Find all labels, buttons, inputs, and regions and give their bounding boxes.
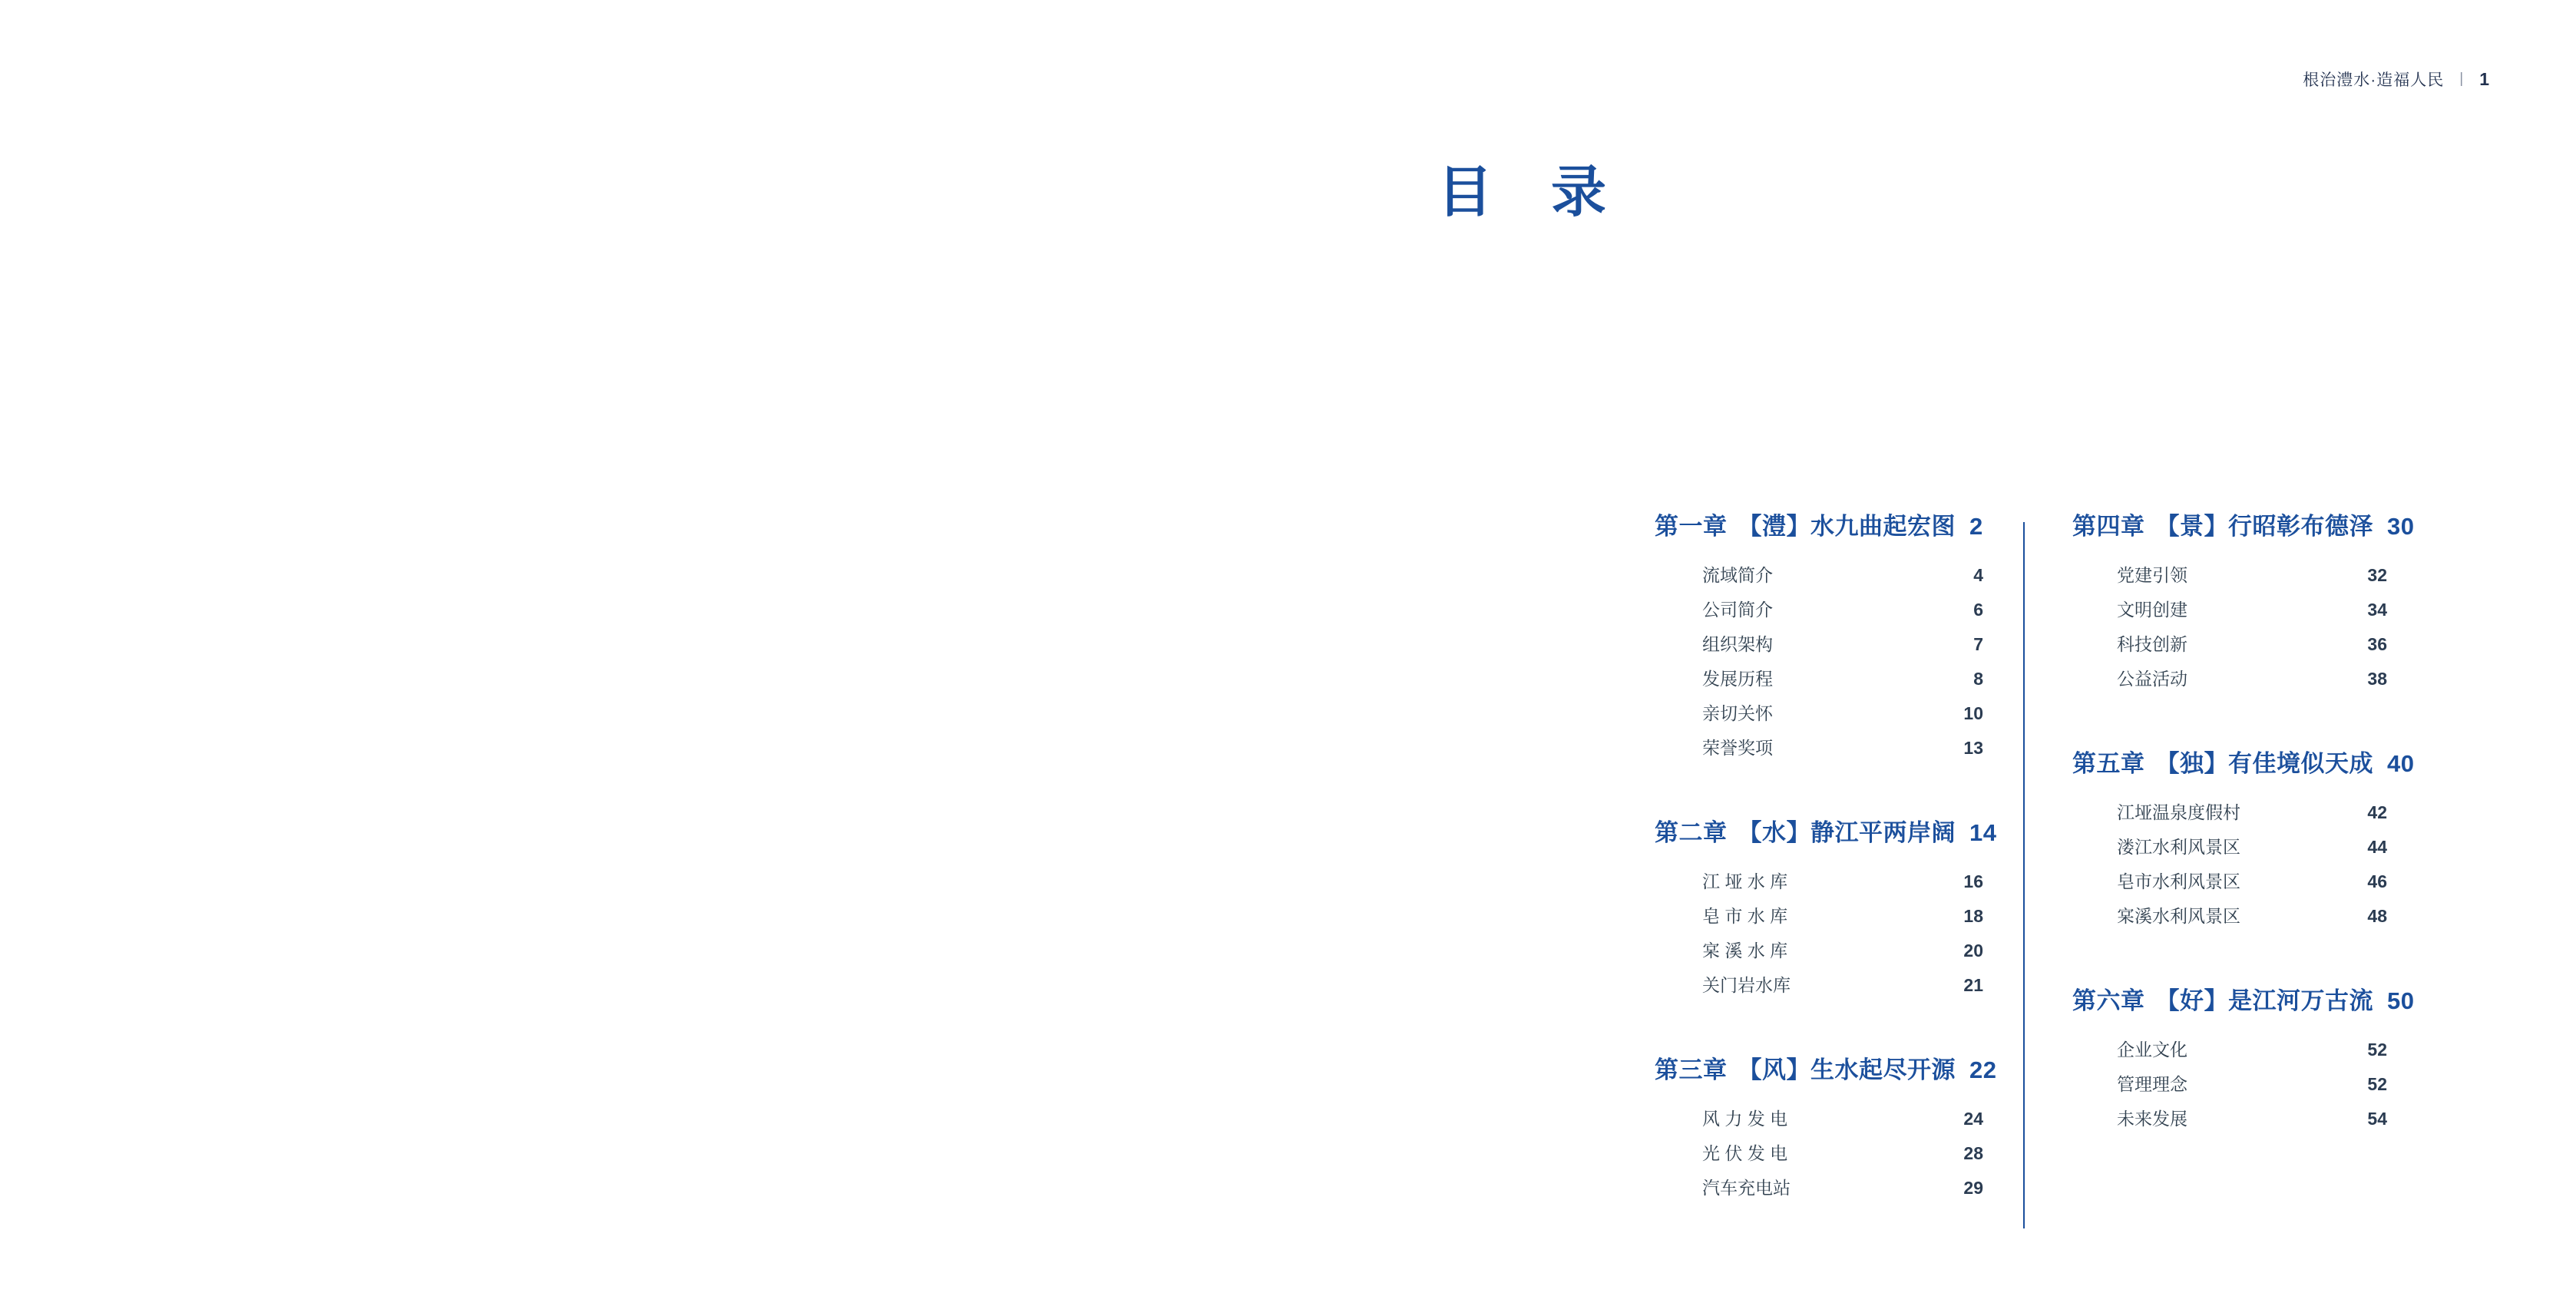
toc-chapter-name: 【澧】水九曲起宏图 [1738, 513, 1956, 540]
toc-entry-label: 未来发展 [2117, 1109, 2187, 1129]
toc-entry-page: 21 [1963, 975, 1983, 995]
toc-chapter-name: 【景】行昭彰布德泽 [2155, 513, 2373, 540]
toc-chapter[interactable] [2072, 744, 2415, 937]
toc-entry-list [2072, 561, 2393, 699]
toc-entry-page: 24 [1963, 1109, 1983, 1129]
toc-entry-label: 科技创新 [2117, 634, 2187, 654]
toc-entry-label: 亲切关怀 [1702, 703, 1773, 723]
toc-chapter-page: 2 [1969, 513, 1983, 540]
toc-chapter-number: 第三章 [1655, 1056, 1728, 1083]
toc-entry[interactable] [1702, 1174, 1983, 1208]
toc-entry[interactable] [2117, 868, 2387, 902]
toc-entry-page: 4 [1973, 565, 1983, 585]
page-title: 目 录 [1437, 162, 1629, 223]
toc-entry-page: 13 [1963, 738, 1983, 758]
toc-chapter[interactable] [1655, 813, 2000, 1006]
toc-entry-label: 流域简介 [1702, 565, 1773, 585]
toc-chapter-heading[interactable] [2072, 507, 2415, 541]
toc-entry[interactable] [1702, 937, 1983, 971]
toc-entry[interactable] [2117, 1105, 2387, 1139]
toc-entry-page: 38 [2367, 669, 2387, 689]
toc-entry[interactable] [2117, 833, 2387, 868]
toc-entry[interactable] [1702, 734, 1983, 769]
toc-entry[interactable] [1702, 971, 1983, 1006]
toc-entry-label: 文明创建 [2117, 600, 2187, 620]
toc-column-right [2025, 507, 2415, 1139]
toc-chapter-name: 【水】静江平两岸阔 [1738, 819, 1956, 846]
toc-entry[interactable] [1702, 699, 1983, 734]
toc-entry-label: 发展历程 [1702, 669, 1773, 689]
toc-entry[interactable] [2117, 561, 2387, 596]
toc-chapter[interactable] [1655, 1050, 2000, 1208]
toc-entry-page: 28 [1963, 1143, 1983, 1163]
toc-column-left [1655, 507, 2023, 1208]
toc-entry-page: 52 [2367, 1040, 2387, 1060]
toc-entry-page: 48 [2367, 906, 2387, 926]
toc-entry-page: 10 [1963, 703, 1983, 723]
toc-entry-page: 29 [1963, 1178, 1983, 1198]
toc-entry-page: 46 [2367, 871, 2387, 891]
toc-entry-page: 42 [2367, 802, 2387, 822]
toc-entry-label: 江 垭 水 库 [1702, 871, 1788, 891]
toc-entry-page: 34 [2367, 600, 2387, 620]
toc-entry-label: 企业文化 [2117, 1040, 2187, 1060]
toc-chapter-heading[interactable] [2072, 744, 2415, 779]
toc-entry-list [1655, 1105, 2000, 1208]
toc-entry-label: 管理理念 [2117, 1074, 2187, 1094]
table-of-contents [1655, 507, 2507, 1228]
toc-entry[interactable] [2117, 596, 2387, 630]
toc-entry-page: 18 [1963, 906, 1983, 926]
toc-entry-label: 宲 溪 水 库 [1702, 941, 1788, 960]
toc-entry[interactable] [1702, 868, 1983, 902]
toc-chapter-page: 14 [1969, 819, 1997, 846]
toc-chapter-heading[interactable] [1655, 813, 2000, 848]
toc-entry-label: 汽车充电站 [1702, 1178, 1791, 1198]
running-header [2303, 68, 2490, 91]
toc-entry-label: 公益活动 [2117, 669, 2187, 689]
toc-entry-list [1655, 561, 2000, 769]
toc-entry-page: 16 [1963, 871, 1983, 891]
toc-entry-page: 6 [1973, 600, 1983, 620]
toc-entry-label: 皂市水利风景区 [2117, 871, 2240, 891]
toc-entry[interactable] [1702, 561, 1983, 596]
running-header-separator: | [2459, 71, 2465, 87]
toc-entry-list [1655, 868, 2000, 1006]
toc-entry[interactable] [1702, 1139, 1983, 1174]
toc-entry-page: 44 [2367, 837, 2387, 857]
toc-entry-page: 8 [1973, 669, 1983, 689]
toc-chapter-name: 【独】有佳境似天成 [2155, 750, 2373, 777]
toc-entry[interactable] [2117, 798, 2387, 833]
toc-entry-label: 公司简介 [1702, 600, 1773, 620]
toc-entry-label: 皂 市 水 库 [1702, 906, 1788, 926]
toc-entry[interactable] [2117, 902, 2387, 937]
toc-entry[interactable] [2117, 630, 2387, 665]
toc-chapter-name: 【风】生水起尽开源 [1738, 1056, 1956, 1083]
toc-entry-label: 溇江水利风景区 [2117, 837, 2240, 857]
toc-entry[interactable] [1702, 902, 1983, 937]
toc-chapter-number: 第一章 [1655, 513, 1728, 540]
toc-entry[interactable] [1702, 1105, 1983, 1139]
toc-entry-page: 54 [2367, 1109, 2387, 1129]
toc-entry-page: 7 [1973, 634, 1983, 654]
toc-chapter-heading[interactable] [2072, 981, 2415, 1016]
toc-entry[interactable] [2117, 665, 2387, 699]
toc-chapter-heading[interactable] [1655, 1050, 2000, 1085]
toc-chapter-number: 第六章 [2072, 987, 2145, 1014]
toc-chapter[interactable] [1655, 507, 2000, 769]
toc-entry-list [2072, 798, 2393, 937]
toc-chapter-page: 22 [1969, 1056, 1997, 1083]
toc-chapter-number: 第四章 [2072, 513, 2145, 540]
toc-chapter[interactable] [2072, 981, 2415, 1139]
toc-entry[interactable] [2117, 1070, 2387, 1105]
toc-chapter-heading[interactable] [1655, 507, 2000, 541]
toc-entry[interactable] [1702, 596, 1983, 630]
toc-entry[interactable] [1702, 630, 1983, 665]
toc-chapter-number: 第五章 [2072, 750, 2145, 777]
toc-entry-label: 荣誉奖项 [1702, 738, 1773, 758]
toc-entry[interactable] [2117, 1036, 2387, 1070]
toc-entry-page: 36 [2367, 634, 2387, 654]
toc-entry-label: 风 力 发 电 [1702, 1109, 1788, 1129]
toc-chapter-number: 第二章 [1655, 819, 1728, 846]
toc-chapter-name: 【好】是江河万古流 [2155, 987, 2373, 1014]
toc-entry-page: 20 [1963, 941, 1983, 960]
toc-entry-page: 52 [2367, 1074, 2387, 1094]
running-header-text: 根治澧水·造福人民 [2303, 71, 2445, 89]
toc-entry-label: 江垭温泉度假村 [2117, 802, 2240, 822]
toc-chapter[interactable] [2072, 507, 2415, 699]
toc-entry-label: 光 伏 发 电 [1702, 1143, 1788, 1163]
toc-entry-page: 32 [2367, 565, 2387, 585]
toc-chapter-page: 50 [2387, 987, 2415, 1014]
toc-entry-label: 党建引领 [2117, 565, 2187, 585]
toc-entry-label: 宲溪水利风景区 [2117, 906, 2240, 926]
toc-entry-list [2072, 1036, 2393, 1139]
page-number: 1 [2479, 68, 2490, 89]
toc-entry[interactable] [1702, 665, 1983, 699]
toc-entry-label: 组织架构 [1702, 634, 1773, 654]
toc-entry-label: 关门岩水库 [1702, 975, 1791, 995]
toc-chapter-page: 30 [2387, 513, 2415, 540]
toc-chapter-page: 40 [2387, 750, 2415, 777]
